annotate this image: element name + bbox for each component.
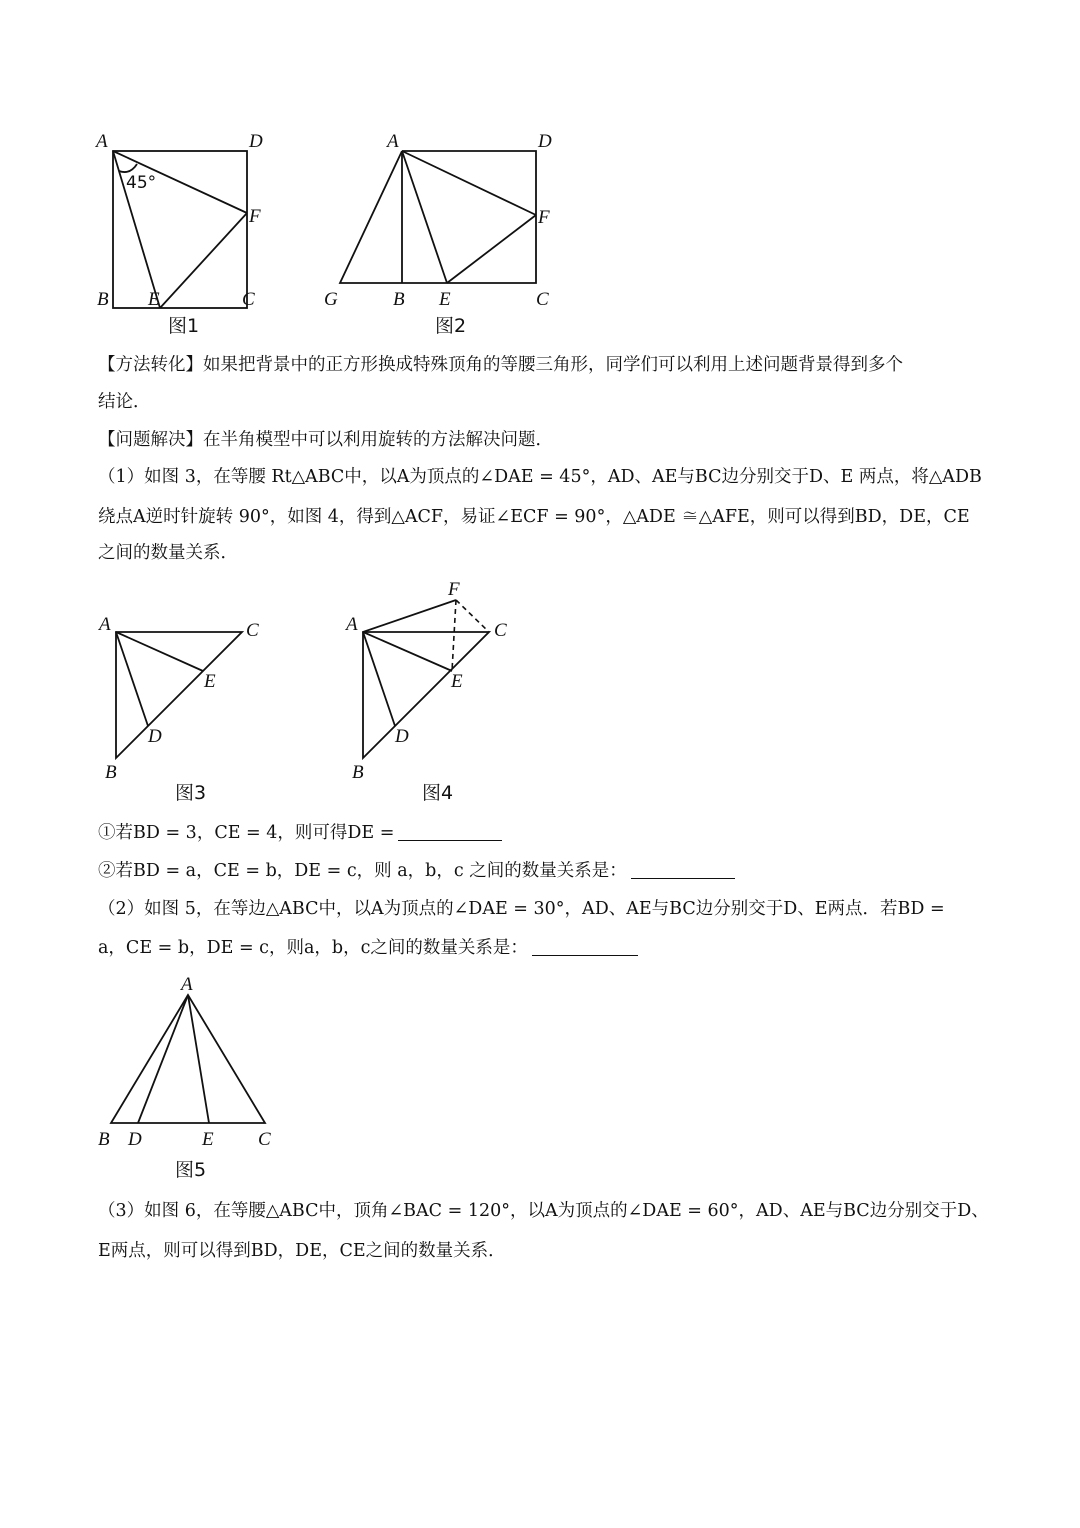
label-e: E [202,1129,214,1150]
label-b: B [352,762,364,783]
answer-blank-1[interactable] [398,822,502,841]
label-f: F [249,206,261,227]
figure-3-caption: 图3 [175,782,207,804]
angle-arc [119,164,137,172]
label-b: B [97,289,109,310]
label-a: A [96,131,108,152]
figure-5 [95,965,295,1185]
label-a: A [181,974,193,995]
label-d: D [128,1129,142,1150]
label-c: C [246,620,259,641]
segment-ae [363,632,452,671]
label-d: D [148,726,162,747]
figure-2-diagram [320,125,560,340]
label-e: E [204,671,216,692]
segment-ae [402,151,447,283]
label-f: F [448,579,460,600]
triangle-abc [111,995,265,1123]
figure-1-diagram [90,125,290,340]
q1-sub-2 [98,859,735,883]
label-d: D [395,726,409,747]
figure-4 [342,575,532,810]
q1-sub-1 [98,821,502,845]
answer-blank-2[interactable] [631,860,735,879]
label-b: B [98,1129,110,1150]
q1-line-1: （1）如图 3，在等腰 Rt△ABC中，以A为顶点的∠DAE = 45°，AD、AE与BC边分别交于D、E 两点，将△ADB [98,467,982,487]
q2-line-1: （2）如图 5，在等边△ABC中，以A为顶点的∠DAE = 30°，AD、AE与BC边分别交于D、E两点．若BD = [98,899,945,919]
segment-fe-dashed [452,600,456,671]
q2-line-2-text: a，CE = b，DE = c，则a，b，c之间的数量关系是： [98,938,528,958]
label-c: C [258,1129,271,1150]
figure-1 [90,125,290,340]
figure-4-diagram [342,575,532,810]
figure-5-diagram [95,965,295,1185]
q1-sub-1-text: ①若BD = 3，CE = 4，则可得DE = [98,823,395,843]
label-e: E [439,289,451,310]
figure-3-diagram [95,610,285,810]
label-a: A [346,614,358,635]
label-c: C [536,289,549,310]
segment-ad [116,632,148,726]
segment-ef [447,215,536,283]
label-c: C [494,620,507,641]
q1-line-3: 之间的数量关系． [98,543,238,563]
figure-5-caption: 图5 [175,1159,207,1181]
segment-ad [363,632,395,726]
solve-line-1: 【问题解决】在半角模型中可以利用旋转的方法解决问题． [98,430,553,450]
label-c: C [242,289,255,310]
figure-2-caption: 图2 [435,315,467,337]
label-d: D [249,131,263,152]
method-line-1: 【方法转化】如果把背景中的正方形换成特殊顶角的等腰三角形，同学们可以利用上述问题背景得到多个 [98,355,903,375]
figure-2 [320,125,560,340]
segment-af [363,600,456,632]
segment-ef [160,213,247,308]
q3-line-1: （3）如图 6，在等腰△ABC中，顶角∠BAC = 120°，以A为顶点的∠DAE = 60°，AD、AE与BC边分别交于D、 [98,1201,989,1221]
outline-gadc [340,151,536,283]
label-d: D [538,131,552,152]
label-e: E [451,671,463,692]
label-g: G [324,289,338,310]
q3-line-2: E两点，则可以得到BD，DE，CE之间的数量关系． [98,1241,506,1261]
answer-blank-3[interactable] [532,937,638,956]
label-a: A [387,131,399,152]
q1-line-2: 绕点A逆时针旋转 90°，如图 4，得到△ACF，易证∠ECF = 90°，△ADE ≅△AFE，则可以得到BD，DE，CE [98,507,970,527]
figure-4-caption: 图4 [422,782,454,804]
triangle-abc [116,632,242,758]
label-a: A [99,614,111,635]
segment-ad [138,995,188,1123]
label-b: B [105,762,117,783]
figure-3 [95,610,285,810]
label-f: F [538,207,550,228]
method-line-2: 结论． [98,392,151,412]
label-b: B [393,289,405,310]
label-e: E [148,289,160,310]
triangle-abc [363,632,489,758]
q2-line-2 [98,936,638,960]
segment-af [402,151,536,215]
segment-fc-dashed [456,600,489,632]
figure-1-caption: 图1 [168,315,200,337]
segment-ae [116,632,203,671]
angle-label: 45° [126,173,157,193]
q1-sub-2-text: ②若BD = a，CE = b，DE = c，则 a，b，c 之间的数量关系是： [98,861,627,881]
